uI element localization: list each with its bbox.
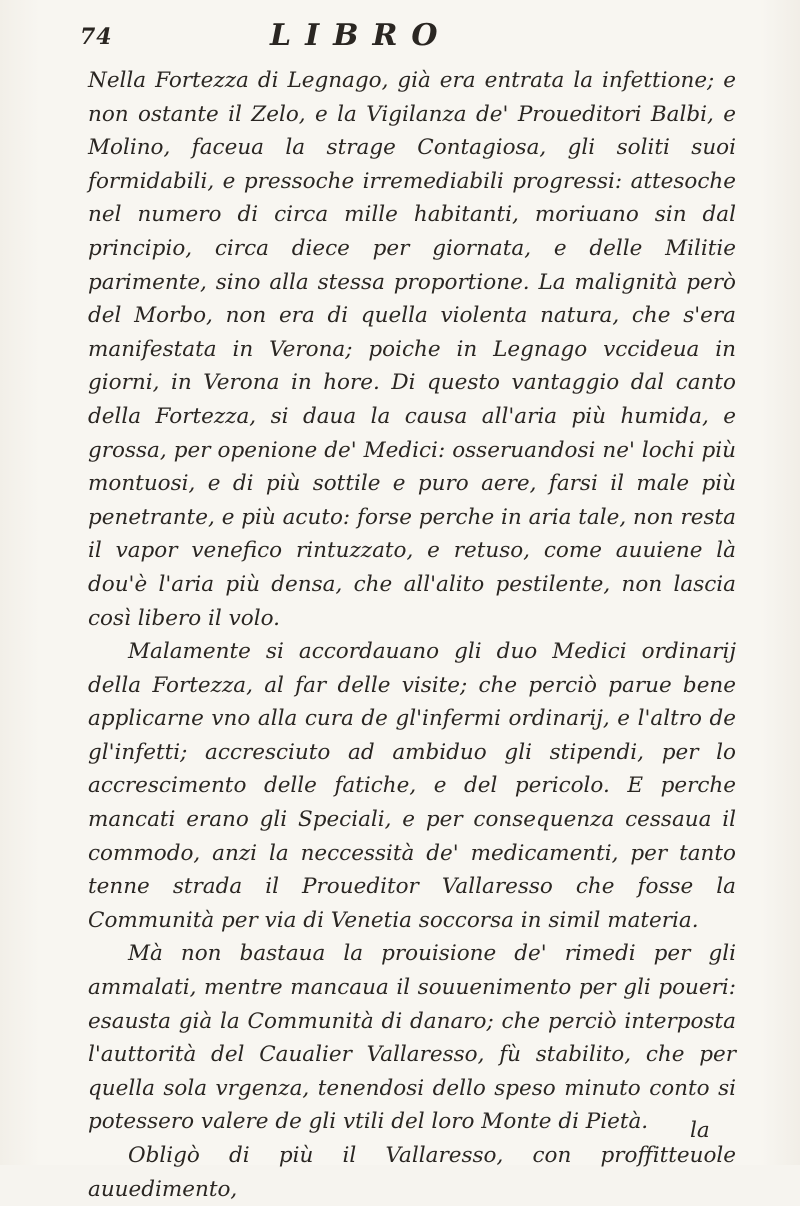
page-number: 74 <box>80 24 113 50</box>
paragraph-1: Nella Fortezza di Legnago, già era entrata la infettione; e non ostante il Zelo, e la Vigilanza de' Proueditori Balbi, e Molino, faceua la strage Contagiosa, gli soliti suoi formidabili, e pressoche irremediabili progressi: attesoche nel numero di circa mille habitanti, moriuano sin dal principio, circa diece per giornata, e delle Militie parimente, sino alla stessa proportione. La malignità però del Morbo, non era di quella violenta natura, che s'era manifestata in Verona; poiche in Legnago vccideua in giorni, in Verona in hore. Di questo vantaggio dal canto della Fortezza, si daua la causa all'aria più humida, e grossa, per openione de' Medici: osseruandosi ne' lochi più montuosi, e di più sottile e puro aere, farsi il male più penetrante, e più acuto: forse perche in aria tale, non resta il vapor venefico rintuzzato, e retuso, come auuiene là dou'è l'aria più densa, che all'alito pestilente, non lascia così libero il volo. <box>88 68 736 631</box>
page-header <box>80 12 720 62</box>
catchword: la <box>690 1118 710 1143</box>
paragraph-3: Mà non bastaua la prouisione de' rimedi per gli ammalati, mentre mancaua il souuenimento per gli poueri: esausta già la Communità di danaro; che perciò interposta l'auttorità del Caualier Vallaresso, fù stabilito, che per quella sola vrgenza, tenendosi dello speso minuto conto si potessero valere de gli vtili del loro Monte di Pietà. <box>88 941 736 1135</box>
paragraph-4: Obligò di più il Vallaresso, con proffitteuole auuedimento, <box>88 1143 736 1202</box>
body-text <box>88 64 736 1206</box>
paragraph-2: Malamente si accordauano gli duo Medici ordinarij della Fortezza, al far delle visite; che perciò parue bene applicarne vno alla cura de gl'infermi ordinarij, e l'altro de gl'infetti; accresciuto ad ambiduo gli stipendi, per lo accrescimento delle fatiche, e del pericolo. E perche mancati erano gli Speciali, e per consequenza cessaua il commodo, anzi la neccessità de' medicamenti, per tanto tenne strada il Proueditor Vallaresso che fosse la Communità per via di Venetia soccorsa in simil materia. <box>88 639 736 933</box>
running-title: LIBRO <box>270 18 452 53</box>
